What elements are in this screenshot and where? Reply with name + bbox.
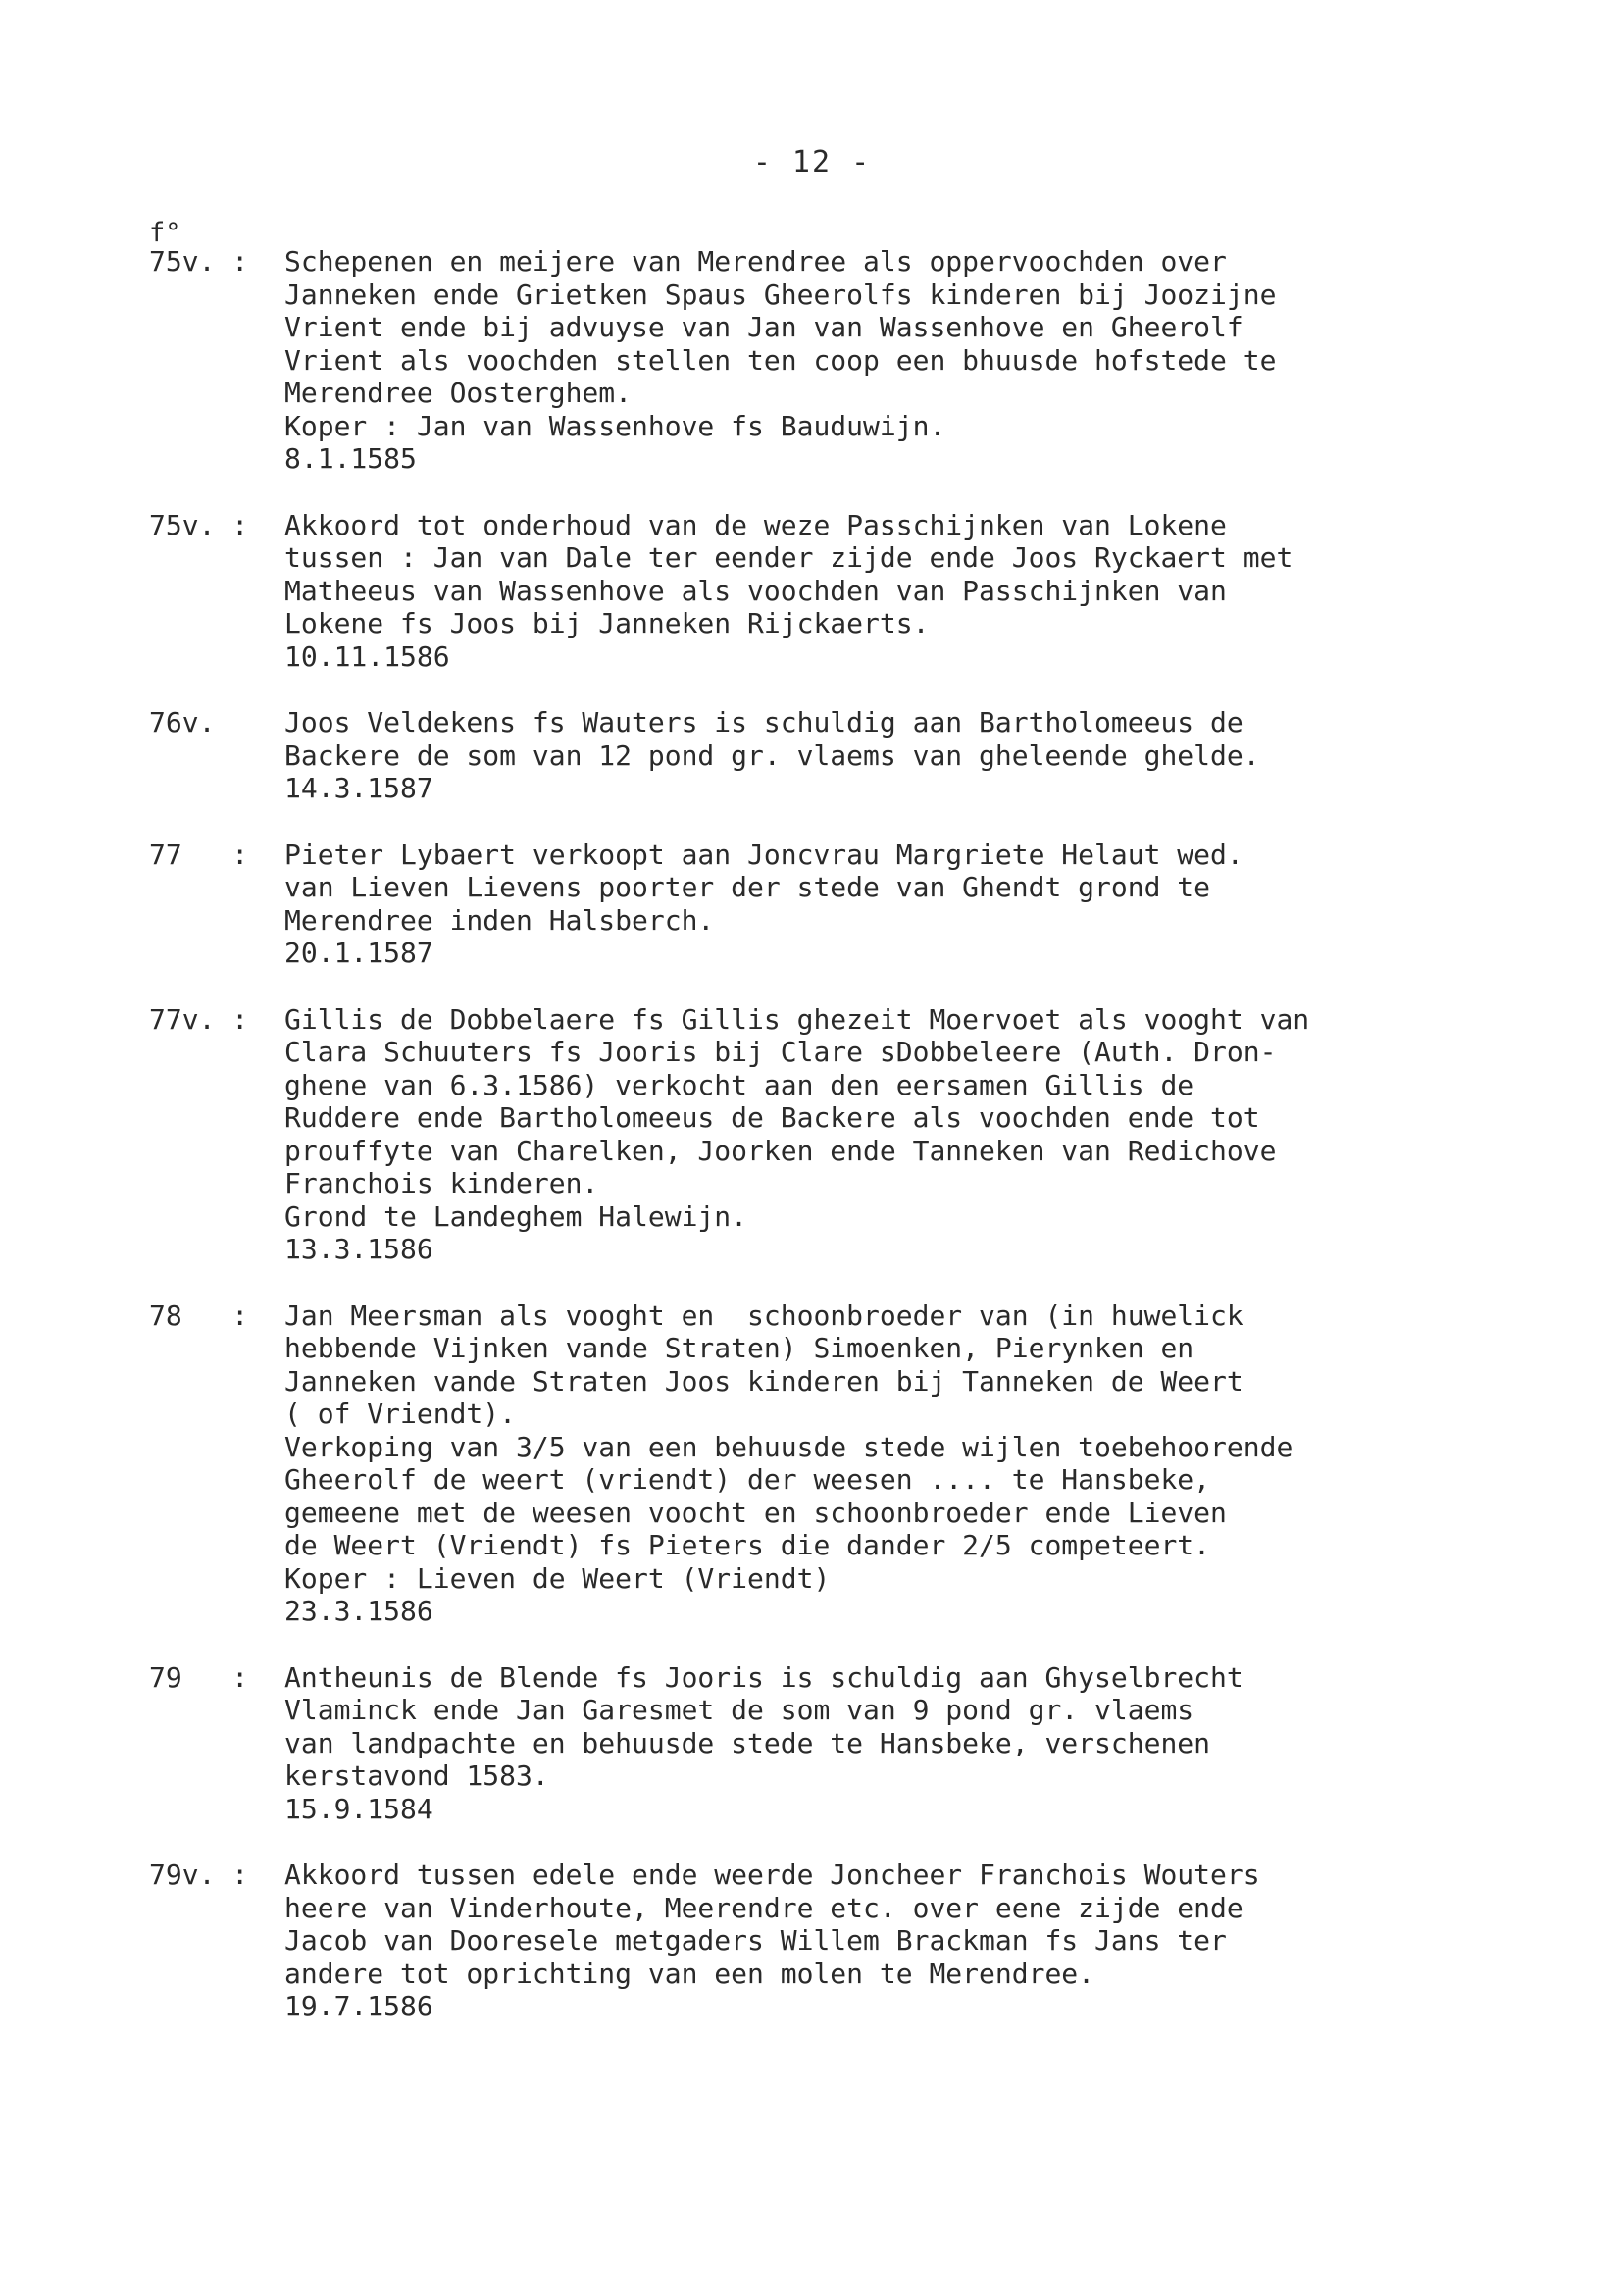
entry-line: Schepenen en meijere van Merendree als oppervoochden over (284, 245, 1227, 278)
entry-date: 23.3.1586 (284, 1595, 433, 1627)
entry-line: Koper : Lieven de Weert (Vriendt) (284, 1561, 831, 1595)
entry-line: Vrient als voochden stellen ten coop een bhuusde hofstede te (284, 343, 1277, 377)
entry-line: Gillis de Dobbelaere fs Gillis ghezeit Moervoet als vooght van (284, 1002, 1310, 1036)
folio-reference: 78 : (149, 1298, 249, 1332)
entry-line: kerstavond 1583. (284, 1759, 549, 1792)
entry-line: ( of Vriendt). (284, 1398, 517, 1430)
entry-date: 10.11.1586 (284, 639, 450, 673)
entry-text (284, 1003, 1522, 1266)
entry-line: Antheunis de Blende fs Jooris is schuldig aan Ghyselbrecht (284, 1660, 1243, 1694)
folio-reference: 79 : (149, 1660, 249, 1694)
entry-text (284, 1661, 1522, 1826)
entry (149, 1661, 1522, 1826)
entry-line: Koper : Jan van Wassenhove fs Bauduwijn. (284, 409, 946, 442)
entry-line: ghene van 6.3.1586) verkocht aan den eersamen Gillis de (284, 1068, 1194, 1101)
entry-line: Backere de som van 12 pond gr. vlaems van gheleende ghelde. (284, 738, 1260, 772)
entry-line: Matheeus van Wassenhove als voochden van Passchijnken van (284, 574, 1227, 607)
entry-line: Merendree Oosterghem. (284, 377, 633, 409)
entry (149, 1299, 1522, 1628)
entry-line: van landpachte en behuusde stede te Hansbeke, verschenen (284, 1726, 1211, 1759)
folio-reference: 77v. : (149, 1002, 249, 1036)
folio-reference: 77 : (149, 838, 249, 871)
entry-line: Akkoord tot onderhoud van de weze Passchijnken van Lokene (284, 508, 1227, 541)
entry-line: Gheerolf de weert (vriendt) der weesen .... te Hansbeke, (284, 1463, 1211, 1496)
entry-line: Grond te Landeghem Halewijn. (284, 1199, 748, 1233)
entry-line: de Weert (Vriendt) fs Pieters die dander 2/5 competeert. (284, 1529, 1211, 1561)
folio-reference: 75v. : (149, 245, 249, 278)
entry-date: 13.3.1586 (284, 1233, 433, 1265)
folio-header: f° (149, 218, 181, 248)
entry-line: tussen : Jan van Dale ter eender zijde ende Joos Ryckaert met (284, 541, 1294, 574)
entry (149, 509, 1522, 674)
page-number: - 12 - (752, 145, 872, 179)
entry-line: Joos Veldekens fs Wauters is schuldig aan Bartholomeeus de (284, 706, 1243, 738)
entry-date: 8.1.1585 (284, 442, 417, 475)
entry (149, 706, 1522, 805)
entry-line: Verkoping van 3/5 van een behuusde stede wijlen toebehoorende (284, 1430, 1294, 1463)
entry-text (284, 706, 1522, 805)
entry-line: hebbende Vijnken vande Straten) Simoenken, Pierynken en (284, 1332, 1194, 1364)
entry-text (284, 839, 1522, 970)
entry-line: andere tot oprichting van een molen te Merendree. (284, 1957, 1095, 1990)
entry-line: Vrient ende bij advuyse van Jan van Wassenhove en Gheerolf (284, 311, 1243, 343)
entry-line: Merendree inden Halsberch. (284, 903, 715, 937)
entry-text (284, 1299, 1522, 1628)
entry-line: Jan Meersman als vooght en schoonbroeder van (in huwelick (284, 1298, 1243, 1332)
entry-line: Ruddere ende Bartholomeeus de Backere als voochden ende tot (284, 1101, 1260, 1134)
entry-date: 19.7.1586 (284, 1990, 433, 2022)
entry-text (284, 1858, 1522, 2023)
folio-reference: 76v. (149, 706, 232, 738)
entry-line: Lokene fs Joos bij Janneken Rijckaerts. (284, 607, 930, 639)
entry-line: Janneken ende Grietken Spaus Gheerolfs kinderen bij Joozijne (284, 278, 1277, 311)
entry-line: gemeene met de weesen voocht en schoonbroeder ende Lieven (284, 1496, 1227, 1529)
entry-line: Janneken vande Straten Joos kinderen bij Tanneken de Weert (284, 1364, 1243, 1398)
entry (149, 1003, 1522, 1266)
entry-text (284, 245, 1522, 476)
entry-date: 20.1.1587 (284, 937, 433, 969)
entry (149, 1858, 1522, 2023)
entry-line: prouffyte van Charelken, Joorken ende Tanneken van Redichove (284, 1134, 1277, 1167)
entry-line: Clara Schuuters fs Jooris bij Clare sDobbeleere (Auth. Dron- (284, 1036, 1277, 1068)
entry-line: Akkoord tussen edele ende weerde Joncheer Franchois Wouters (284, 1858, 1260, 1891)
entry-line: Jacob van Dooresele metgaders Willem Brackman fs Jans ter (284, 1924, 1227, 1957)
entry-line: Vlaminck ende Jan Garesmet de som van 9 pond gr. vlaems (284, 1694, 1194, 1726)
folio-reference: 79v. : (149, 1858, 249, 1891)
entry-date: 15.9.1584 (284, 1792, 433, 1825)
entry-list (149, 245, 1522, 2057)
entry (149, 245, 1522, 476)
entry-text (284, 509, 1522, 674)
entry-line: heere van Vinderhoute, Meerendre etc. over eene zijde ende (284, 1891, 1243, 1924)
folio-reference: 75v. : (149, 508, 249, 541)
entry-line: van Lieven Lievens poorter der stede van Ghendt grond te (284, 871, 1211, 903)
entry (149, 839, 1522, 970)
entry-date: 14.3.1587 (284, 772, 433, 804)
entry-line: Pieter Lybaert verkoopt aan Joncvrau Margriete Helaut wed. (284, 838, 1243, 871)
entry-line: Franchois kinderen. (284, 1167, 599, 1199)
